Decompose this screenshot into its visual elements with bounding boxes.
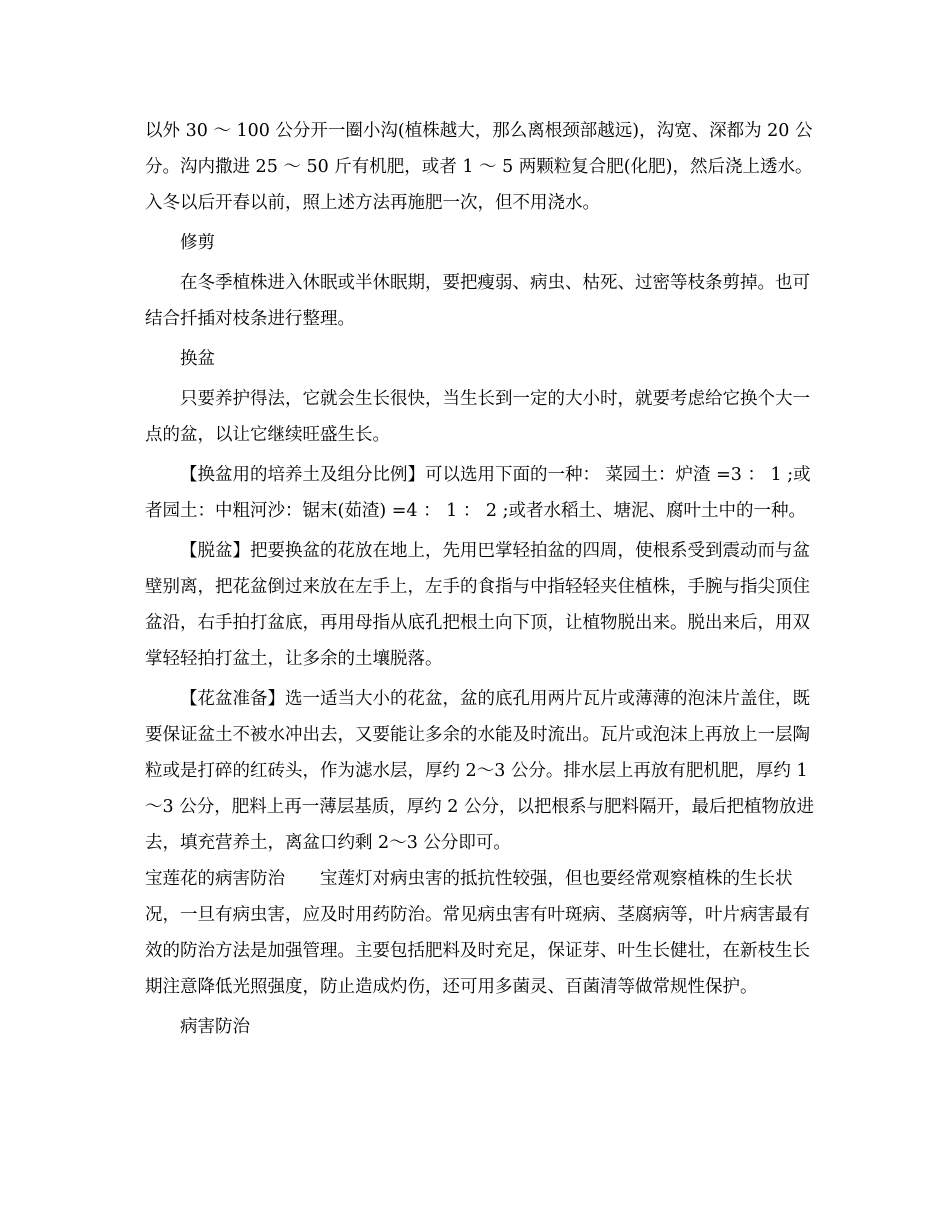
- paragraph-disease-control: 宝莲花的病害防治 宝莲灯对病虫害的抵抗性较强，但也要经常观察植株的生长状况，一旦有病虫害，应及时用药防治。常见病虫害有叶斑病、茎腐病等，叶片病害最有效的防治方法是加强管理。主要包括肥料及时充足，保证芽、叶生长健壮，在新枝生长期注意降低光照强度，防止造成灼伤，还可用多菌灵、百菌清等做常规性保护。: [145, 869, 810, 997]
- heading-pruning: 修剪: [180, 233, 215, 253]
- heading-disease-prevention: 病害防治: [180, 1017, 250, 1037]
- paragraph-fertilizing-continued: 以外 30 ～ 100 公分开一圈小沟(植株越大，那么离根颈部越远)，沟宽、深都为 20 公分。沟内撒进 25 ～ 50 斤有机肥，或者 1 ～ 5 两颗粒复合肥(化肥)，然后浇上透水。入冬以后开春以前，照上述方法再施肥一次，但不用浇水。: [145, 121, 813, 213]
- heading-repotting: 换盆: [180, 349, 215, 369]
- paragraph-pruning: 在冬季植株进入休眠或半休眠期，要把瘦弱、病虫、枯死、过密等枝条剪掉。也可结合扦插对枝条进行整理。: [145, 273, 810, 329]
- paragraph-pot-preparation: 【花盆准备】选一适当大小的花盆，盆的底孔用两片瓦片或薄薄的泡沫片盖住，既要保证盆土不被水冲出去，又要能让多余的水能及时流出。瓦片或泡沫上再放上一层陶粒或是打碎的红砖头，作为滤水层，厚约 2～3 公分。排水层上再放有肥机肥，厚约 1～3 公分，肥料上再一薄层基质，厚约 2 公分，以把根系与肥料隔开，最后把植物放进去，填充营养土，离盆口约剩 2～3 公分即可。: [145, 689, 814, 853]
- paragraph-potting-soil: 【换盆用的培养土及组分比例】可以选用下面的一种： 菜园土：炉渣 =3 ： 1 ;或者园土：中粗河沙：锯末(茹渣) =4 ： 1 ： 2 ;或者水稻土、塘泥、腐叶土中的一种。: [145, 465, 811, 521]
- paragraph-unpotting: 【脱盆】把要换盆的花放在地上，先用巴掌轻拍盆的四周，使根系受到震动而与盆壁别离，把花盆倒过来放在左手上，左手的食指与中指轻轻夹住植株，手腕与指尖顶住盆沿，右手拍打盆底，再用母指从底孔把根土向下顶，让植物脱出来。脱出来后，用双掌轻轻拍打盆土，让多余的土壤脱落。: [145, 541, 810, 669]
- document-body: [145, 113, 815, 1045]
- paragraph-repotting: 只要养护得法，它就会生长很快，当生长到一定的大小时，就要考虑给它换个大一点的盆，以让它继续旺盛生长。: [145, 389, 810, 445]
